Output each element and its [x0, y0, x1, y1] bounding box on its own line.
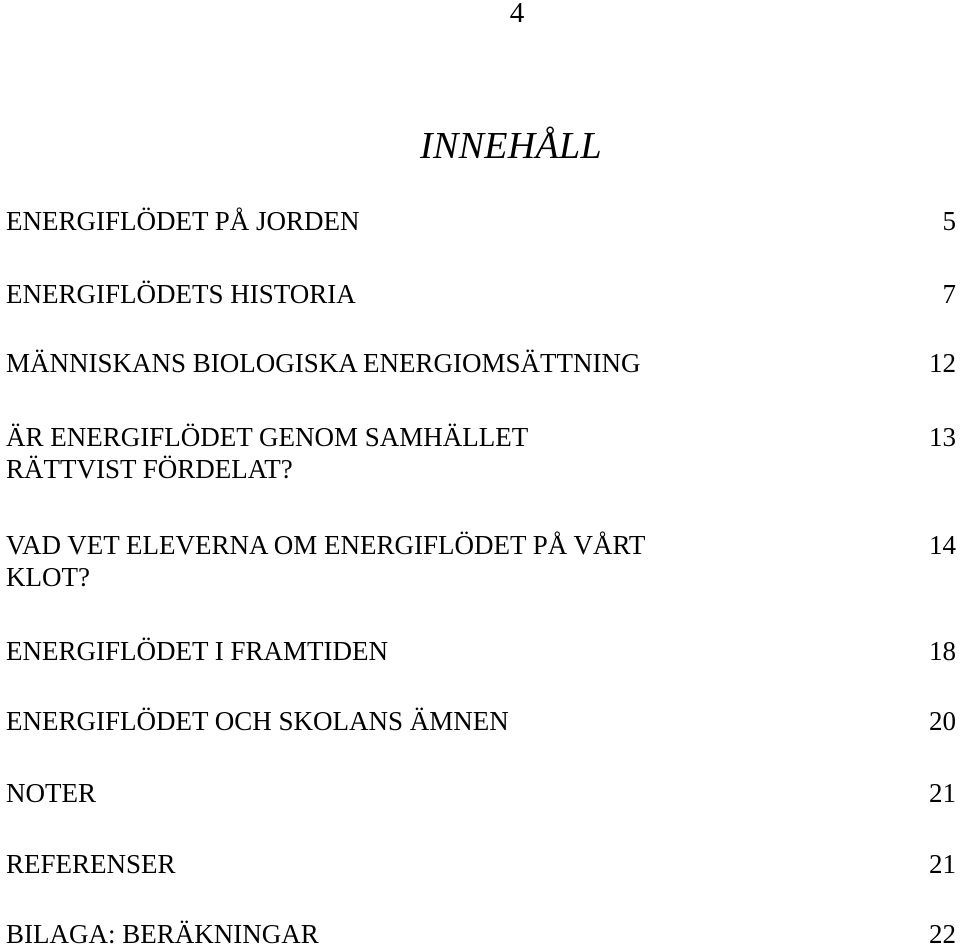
toc-entry-title: ENERGIFLÖDETS HISTORIA: [6, 279, 356, 309]
toc-entry: [6, 347, 956, 379]
toc-entry-title: ENERGIFLÖDET I FRAMTIDEN: [6, 636, 388, 666]
toc-entry: [6, 421, 956, 485]
toc-entry: [6, 705, 956, 737]
toc-entry-title: VAD VET ELEVERNA OM ENERGIFLÖDET PÅ VÅRT KLOT?: [6, 530, 645, 592]
toc-entry-title: ENERGIFLÖDET OCH SKOLANS ÄMNEN: [6, 706, 509, 736]
toc-entry-page: 12: [929, 348, 956, 378]
toc-entry: [6, 205, 956, 237]
toc-entry-title: ÄR ENERGIFLÖDET GENOM SAMHÄLLET RÄTTVIST FÖRDELAT?: [6, 422, 528, 484]
toc-entry-title: REFERENSER: [6, 849, 176, 879]
toc-entry: [6, 529, 956, 593]
toc-entry-page: 22: [929, 919, 956, 949]
toc-entry-title: BILAGA: BERÄKNINGAR: [6, 919, 319, 949]
toc-entry-title: NOTER: [6, 778, 96, 808]
toc-entry: [6, 848, 956, 880]
toc-entry: [6, 777, 956, 809]
toc-entry-page: 13: [929, 422, 956, 452]
toc-entry-page: 20: [929, 706, 956, 736]
toc-entry: [6, 918, 956, 950]
toc-entry-page: 14: [929, 530, 956, 560]
toc-entry-page: 21: [929, 778, 956, 808]
toc-title: INNEHÅLL: [420, 125, 602, 167]
toc-entry-page: 18: [929, 636, 956, 666]
toc-entry-page: 5: [942, 206, 956, 236]
toc-entry-title: MÄNNISKANS BIOLOGISKA ENERGIOMSÄTTNING: [6, 348, 641, 378]
toc-entry-page: 7: [942, 279, 956, 309]
page-number: 4: [509, 0, 525, 29]
toc-entry: [6, 635, 956, 667]
toc-entry-page: 21: [929, 849, 956, 879]
toc-entry: [6, 278, 956, 310]
toc-entry-title: ENERGIFLÖDET PÅ JORDEN: [6, 206, 360, 236]
